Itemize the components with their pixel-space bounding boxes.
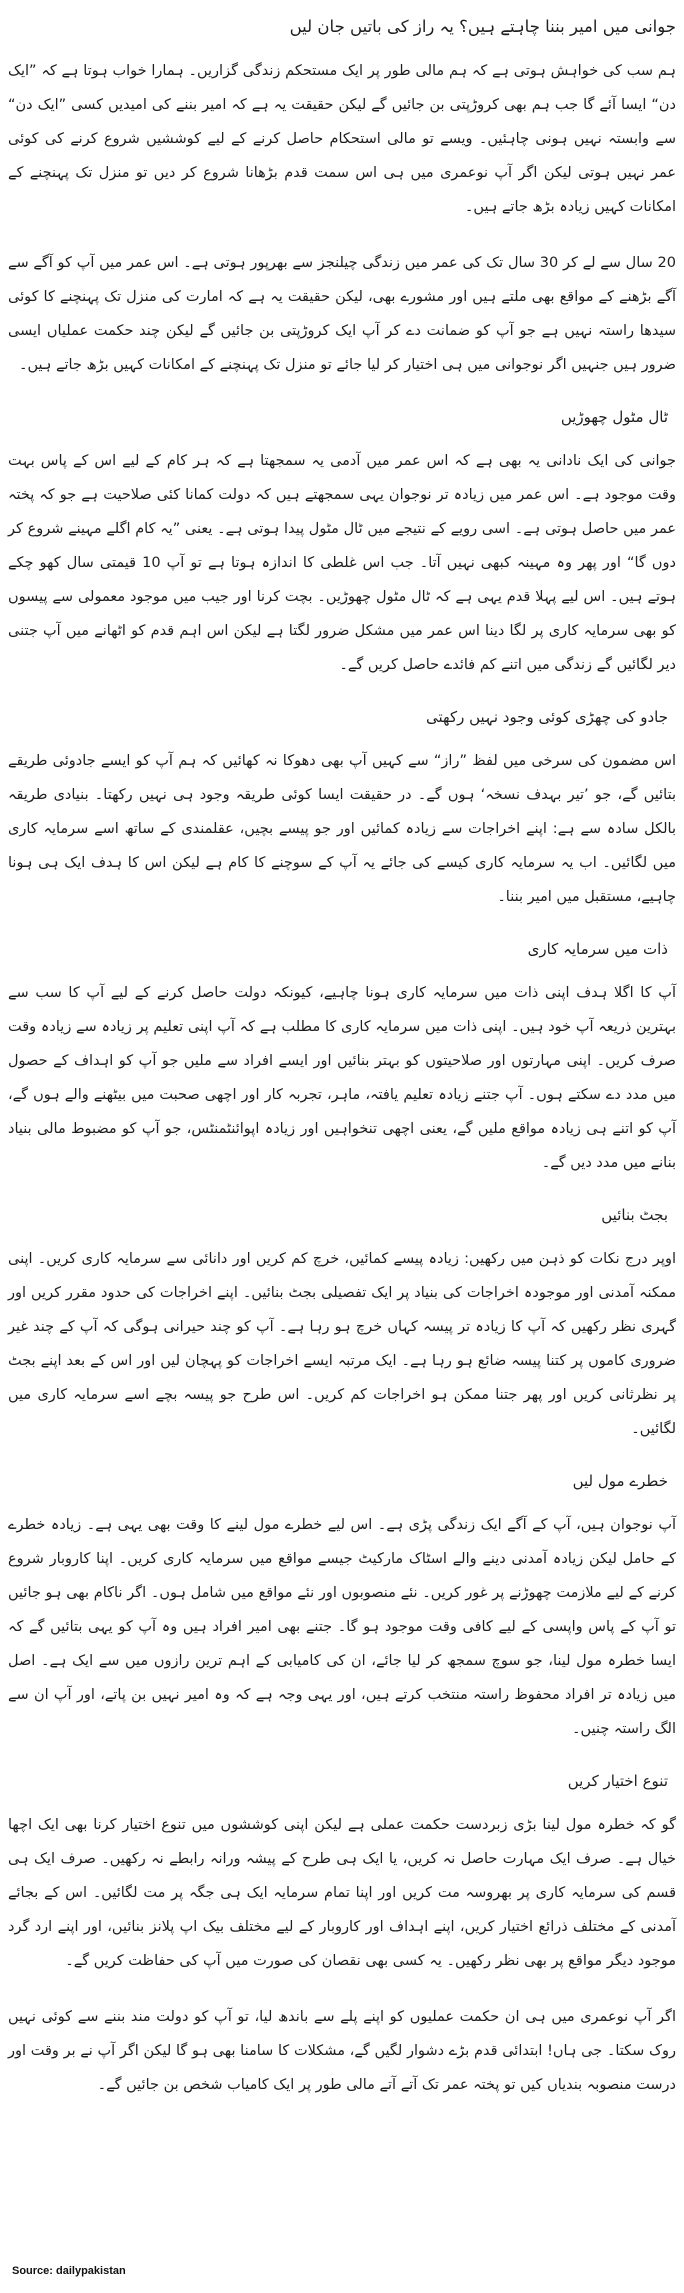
intro-paragraph-1: ہم سب کی خواہش ہوتی ہے کہ ہم مالی طور پر ایک مستحکم زندگی گزاریں۔ ہمارا خواب ہوتا ہے کہ ”ایک دن“ ایسا آئے گا جب ہم بھی کروڑپتی بن جائیں گے لیکن حقیقت یہ ہے کہ امیر بننے کی امیدیں کسی ”ایک دن“ سے وابستہ نہیں ہونی چاہئیں۔ ویسے تو مالی استحکام حاصل کرنے کے لیے کوششیں شروع کرنے کی کوئی عمر نہیں ہوتی لیکن اگر آپ نوعمری میں ہی اس سمت قدم بڑھانا شروع کر دیں تو منزل تک پہنچنے کے امکانات کہیں زیادہ بڑھ جاتے ہیں۔ <box>8 63 676 215</box>
section-heading-self-investment: ذات میں سرمایہ کاری <box>527 940 668 958</box>
article-title: جوانی میں امیر بننا چاہتے ہیں؟ یہ راز کی باتیں جان لیں <box>289 17 676 36</box>
intro-paragraph-2: 20 سال سے لے کر 30 سال تک کی عمر میں زندگی چیلنجز سے بھرپور ہوتی ہے۔ اس عمر میں آپ کو آگے سے آگے بڑھنے کے مواقع بھی ملتے ہیں اور مشورے بھی، لیکن حقیقت یہ ہے کہ امارت کی منزل تک پہنچنے کا کوئی سیدھا راستہ نہیں ہے جو آپ کو ضمانت دے کر آپ ایک کروڑپتی بن جائیں گے لیکن چند حکمت عملیاں ایسی ضرور ہیں جنہیں اگر نوجوانی میں ہی اختیار کر لیا جائے تو منزل تک پہنچنے کے امکانات کہیں بڑھ جاتے ہیں۔ <box>8 255 676 373</box>
section-heading-budget: بجٹ بنائیں <box>601 1206 668 1224</box>
section-heading-procrastination: ٹال مٹول چھوڑیں <box>560 408 668 426</box>
section-heading-diversify: تنوع اختیار کریں <box>567 1772 668 1790</box>
section-body-magic-wand: اس مضمون کی سرخی میں لفظ ”راز“ سے کہیں آپ بھی دھوکا نہ کھائیں کہ ہم آپ کو ایسے جادوئی طریقے بتائیں گے، جو ’تیر بہدف نسخہ‘ ہوں گے۔ در حقیقت ایسا کوئی طریقہ وجود ہی نہیں رکھتا۔ بنیادی طریقہ بالکل سادہ سے ہے: اپنے اخراجات سے زیادہ کمائیں اور جو پیسے بچیں، عقلمندی کے ساتھ اسے سرمایہ کاری میں لگائیں۔ اب یہ سرمایہ کاری کیسے کی جائے یہ آپ کے سوچنے کا کام ہے لیکن اس کا ہدف ایک ہی ہونا چاہیے، مستقبل میں امیر بننا۔ <box>8 753 676 905</box>
closing-paragraph: اگر آپ نوعمری میں ہی ان حکمت عملیوں کو اپنے پلے سے باندھ لیا، تو آپ کو دولت مند بننے سے کوئی نہیں روک سکتا۔ جی ہاں! ابتدائی قدم بڑے دشوار لگیں گے، مشکلات کا سامنا بھی ہو گا لیکن اگر آپ نے بر وقت اور درست منصوبہ بندیاں کیں تو پختہ عمر تک آتے آتے مالی طور پر ایک کامیاب شخص بن جائیں گے۔ <box>8 2009 676 2093</box>
section-body-diversify: گو کہ خطرہ مول لینا بڑی زبردست حکمت عملی ہے لیکن اپنی کوششوں میں تنوع اختیار کرنا بھی ایک اچھا خیال ہے۔ صرف ایک مہارت حاصل نہ کریں، یا ایک ہی طرح کے پیشہ ورانہ رابطے نہ رکھیں۔ صرف ایک ہی قسم کی سرمایہ کاری پر بھروسہ مت کریں اور اپنا تمام سرمایہ ایک ہی جگہ پر مت لگائیں۔ اس کے بجائے آمدنی کے مختلف ذرائع اختیار کریں، اپنے اہداف اور کاروبار کے لیے مختلف بیک اپ پلانز بنائیں، اور اپنے ارد گرد موجود دیگر مواقع پر بھی نظر رکھیں۔ یہ کسی بھی نقصان کی صورت میں آپ کی حفاظت کریں گے۔ <box>8 1817 676 1969</box>
section-heading-take-risks: خطرے مول لیں <box>572 1472 668 1490</box>
source-credit: Source: dailypakistan <box>12 2265 126 2277</box>
section-body-self-investment: آپ کا اگلا ہدف اپنی ذات میں سرمایہ کاری ہونا چاہیے، کیونکہ دولت حاصل کرنے کے لیے آپ کا سب سے بہترین ذریعہ آپ خود ہیں۔ اپنی ذات میں سرمایہ کاری کا مطلب ہے کہ آپ اپنی تعلیم پر زیادہ سے زیادہ وقت صرف کریں۔ اپنی مہارتوں اور صلاحیتوں کو بہتر بنائیں اور ایسے افراد سے ملیں جو آپ کو اہداف کے حصول میں مدد دے سکتے ہوں۔ آپ جتنے زیادہ تعلیم یافتہ، ماہر، تجربہ کار اور اچھی صحبت میں بیٹھنے والے ہوں گے، آپ کو اتنے ہی زیادہ مواقع ملیں گے، یعنی اچھی تنخواہیں اور زیادہ اپوائنٹمنٹس، جو آپ کو مضبوط مالی بنیاد بنانے میں مدد دیں گے۔ <box>8 985 676 1171</box>
section-body-procrastination: جوانی کی ایک نادانی یہ بھی ہے کہ اس عمر میں آدمی یہ سمجھتا ہے کہ ہر کام کے لیے اس کے پاس بہت وقت موجود ہے۔ اس عمر میں زیادہ تر نوجوان یہی سمجھتے ہیں کہ دولت کمانا کئی صلاحیت ہے جو کہ پختہ عمر میں حاصل ہوتی ہے۔ اسی رویے کے نتیجے میں ٹال مٹول پیدا ہوتی ہے۔ یعنی ”یہ کام اگلے مہینے شروع کر دوں گا“ اور پھر وہ مہینہ کبھی نہیں آتا۔ جب اس غلطی کا اندازہ ہوتا ہے تو آپ 10 قیمتی سال کھو چکے ہوتے ہیں۔ اس لیے پہلا قدم یہی ہے کہ ٹال مٹول چھوڑیں۔ بچت کرنا اور جیب میں موجود معمولی سے پیسوں کو بھی سرمایہ کاری پر لگا دینا اس عمر میں مشکل ضرور لگتا ہے لیکن اس اہم قدم کو اٹھانے میں آپ جتنی دیر لگائیں گے زندگی میں اتنے کم فائدے حاصل کریں گے۔ <box>8 453 676 673</box>
section-body-budget: اوپر درج نکات کو ذہن میں رکھیں: زیادہ پیسے کمائیں، خرچ کم کریں اور دانائی سے سرمایہ کاری کریں۔ اپنی ممکنہ آمدنی اور موجودہ اخراجات کی بنیاد پر ایک تفصیلی بجٹ بنائیں۔ اپنے اخراجات کی حدود مقرر کریں اور گہری نظر رکھیں کہ آپ کا زیادہ تر پیسہ کہاں خرچ ہو رہا ہے۔ آپ کو چند حیرانی ہوگی کہ آپ کے چند غیر ضروری کاموں پر کتنا پیسہ ضائع ہو رہا ہے۔ ایک مرتبہ ایسے اخراجات کو پہچان لیں اور اس کے بعد اپنے بجٹ پر نظرثانی کریں اور پھر جتنا ممکن ہو اخراجات کم کریں۔ اس طرح جو پیسہ بچے اسے سرمایہ کاری میں لگائیں۔ <box>8 1251 676 1437</box>
section-heading-magic-wand: جادو کی چھڑی کوئی وجود نہیں رکھتی <box>426 708 668 726</box>
section-body-take-risks: آپ نوجوان ہیں، آپ کے آگے ایک زندگی پڑی ہے۔ اس لیے خطرے مول لینے کا وقت بھی یہی ہے۔ زیادہ خطرے کے حامل لیکن زیادہ آمدنی دینے والے اسٹاک مارکیٹ جیسے مواقع میں سرمایہ کاری کریں۔ اپنا کاروبار شروع کرنے کے لیے ملازمت چھوڑنے پر غور کریں۔ نئے منصوبوں اور نئے مواقع میں شامل ہوں۔ اگر ناکام بھی ہو جائیں تو آپ کے پاس واپسی کے لیے کافی وقت موجود ہو گا۔ جتنے بھی امیر افراد ہیں وہ آپ کو یہی بتائیں گے کہ ایسا خطرہ مول لینا، جو سوچ سمجھ کر لیا جائے، ان کی کامیابی کے اہم ترین رازوں میں سے ایک ہے۔ اصل میں زیادہ تر افراد محفوظ راستہ منتخب کرتے ہیں، اور یہی وجہ ہے کہ وہ امیر نہیں بن پاتے، اور آپ ان سے الگ راستہ چنیں۔ <box>8 1517 676 1737</box>
